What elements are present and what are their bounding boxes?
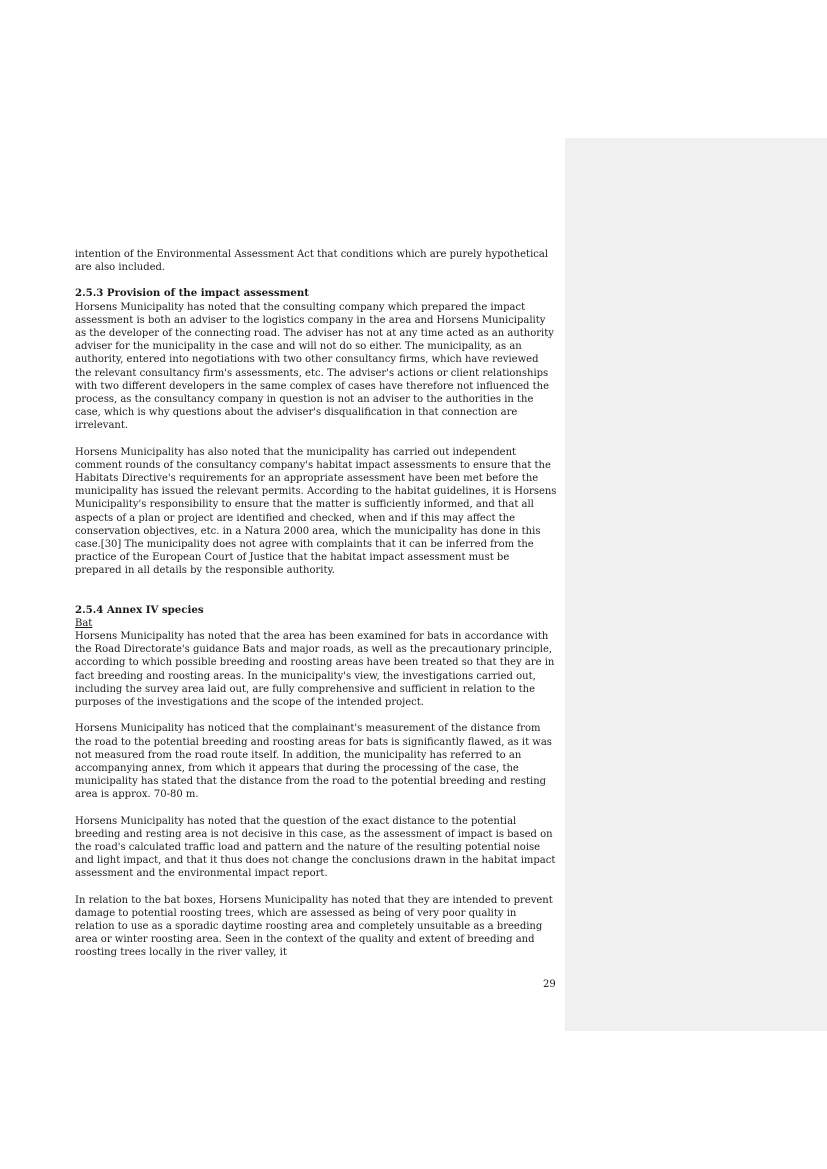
paragraph: Horsens Municipality has also noted that the municipality has carried out independent comment rounds of the consultancy company's habitat impact assessments to ensure that the Habitats Directive's requirements for an appropriate assessment have been met before the municipality has issued the relevant permits. According to the habitat guidelines, it is Horsens Municipality's responsibility to ensure that the matter is sufficiently informed, and that all aspects of a plan or project are identified and checked, when and if this may affect the conservation objectives, etc. in a Natura 2000 area, which the municipality has done in this case.[30] The municipality does not agree with complaints that it can be inferred from the practice of the European Court of Justice that the habitat impact assessment must be prepared in all details by the responsible authority.: [75, 446, 557, 577]
paragraph: Horsens Municipality has noted that the question of the exact distance to the potential breeding and resting area is not decisive in this case, as the assessment of impact is based on the road's calculated traffic load and pattern and the nature of the resulting potential noise and light impact, and that it thus does not change the conclusions drawn in the habitat impact assessment and the environmental impact report.: [75, 815, 556, 880]
paragraph: intention of the Environmental Assessment Act that conditions which are purely hypothetical are also included.: [75, 249, 549, 274]
paragraph: Horsens Municipality has noted that the area has been examined for bats in accordance with the Road Directorate's guidance Bats and major roads, as well as the precautionary principle, according to which possible breeding and roosting areas have been treated so that they are in fact breeding and roosting areas. In the municipality's view, the investigations carried out, including the survey area laid out, are fully comprehensive and sufficient in relation to the purposes of the investigations and the scope of the intended project.: [75, 631, 555, 709]
section-heading-2-5-3: 2.5.3 Provision of the impact assessment: [75, 287, 309, 300]
document-body: [75, 248, 558, 960]
subheading-bat: Bat: [75, 617, 93, 629]
page-number: 29: [543, 979, 556, 990]
paragraph: In relation to the bat boxes, Horsens Municipality has noted that they are intended to prevent damage to potential roosting trees, which are assessed as being of very poor quality in relation to use as a sporadic daytime roosting area and completely unsuitable as a breeding area or winter roosting area. Seen in the context of the quality and extent of breeding and roosting trees locally in the river valley, it: [75, 894, 553, 959]
comment-pane: [565, 138, 827, 1031]
paragraph: Horsens Municipality has noted that the consulting company which prepared the impact assessment is both an adviser to the logistics company in the area and Horsens Municipality as the developer of the connecting road. The adviser has not at any time acted as an authority adviser for the municipality in the case and will not do so either. The municipality, as an authority, entered into negotiations with two other consultancy firms, which have reviewed the relevant consultancy firm's assessments, etc. The adviser's actions or client relationships with two different developers in the same complex of cases have therefore not influenced the process, as the consultancy company in question is not an adviser to the authorities in the case, which is why questions about the adviser's disqualification in that connection are irrelevant.: [75, 301, 554, 432]
section-heading-2-5-4: 2.5.4 Annex IV species: [75, 603, 204, 616]
paragraph: Horsens Municipality has noticed that the complainant's measurement of the distance from the road to the potential breeding and roosting areas for bats is significantly flawed, as it was not measured from the road route itself. In addition, the municipality has referred to an accompanying annex, from which it appears that during the processing of the case, the municipality has stated that the distance from the road to the potential breeding and resting area is approx. 70-80 m.: [75, 723, 552, 801]
